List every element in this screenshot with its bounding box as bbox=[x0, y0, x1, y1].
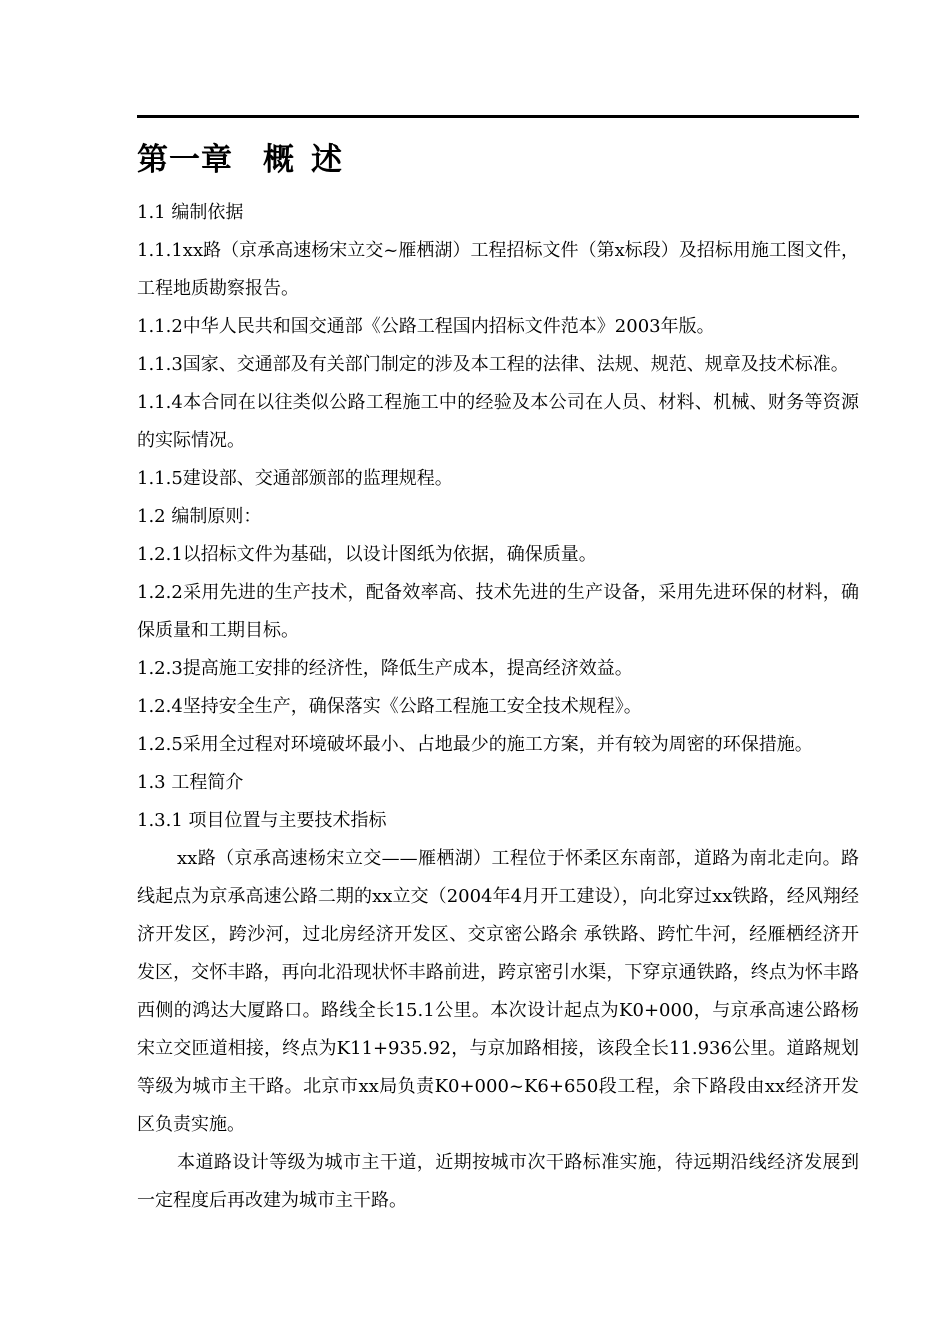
paragraph-1-1-2: 1.1.2中华人民共和国交通部《公路工程国内招标文件范本》2003年版。 bbox=[137, 316, 715, 337]
paragraph-1-2-3: 1.2.3提高施工安排的经济性，降低生产成本，提高经济效益。 bbox=[137, 658, 633, 679]
paragraph-1-2-5: 1.2.5采用全过程对环境破坏最小、占地最少的施工方案，并有较为周密的环保措施。 bbox=[137, 734, 813, 755]
section-heading-1-2: 1.2 编制原则： bbox=[137, 506, 262, 527]
paragraph-1-1-4: 1.1.4本合同在以往类似公路工程施工中的经验及本公司在人员、材料、机械、财务等资源的实际情况。 bbox=[137, 392, 859, 451]
paragraph-1-2-2: 1.2.2采用先进的生产技术，配备效率高、技术先进的生产设备，采用先进环保的材料，确保质量和工期目标。 bbox=[137, 582, 859, 641]
paragraph-1-1-1: 1.1.1xx路（京承高速杨宋立交~雁栖湖）工程招标文件（第x标段）及招标用施工图文件，工程地质勘察报告。 bbox=[137, 240, 859, 299]
document-body bbox=[137, 194, 859, 1220]
chapter-title-word-1: 概 bbox=[263, 142, 295, 178]
section-heading-1-1: 1.1 编制依据 bbox=[137, 202, 244, 223]
chapter-title bbox=[137, 140, 343, 180]
section-heading-1-3-1: 1.3.1 项目位置与主要技术指标 bbox=[137, 810, 387, 831]
chapter-title-word-2: 述 bbox=[311, 142, 343, 178]
header-rule bbox=[137, 115, 859, 118]
paragraph-1-1-3: 1.1.3国家、交通部及有关部门制定的涉及本工程的法律、法规、规范、规章及技术标准。 bbox=[137, 354, 849, 375]
paragraph-1-2-1: 1.2.1以招标文件为基础，以设计图纸为依据，确保质量。 bbox=[137, 544, 597, 565]
paragraph-1-2-4: 1.2.4坚持安全生产，确保落实《公路工程施工安全技术规程》。 bbox=[137, 696, 642, 717]
project-description-paragraph: xx路（京承高速杨宋立交——雁栖湖）工程位于怀柔区东南部，道路为南北走向。路线起点为京承高速公路二期的xx立交（2004年4月开工建设），向北穿过xx铁路，经风翔经济开发区，跨沙河，过北房经济开发区、交京密公路余 承铁路、跨忙牛河，经雁栖经济开发区，交怀丰路，再向北沿现状怀丰路前进，跨京密引水渠，下穿京通铁路，终点为怀丰路西侧的鸿达大厦路口。路线全长15.1公里。本次设计起点为K0+000，与京承高速公路杨宋立交匝道相接，终点为K11+935.92，与京加路相接，该段全长11.936公里。道路规划等级为城市主干路。北京市xx局负责K0+000~K6+650段工程，余下路段由xx经济开发区负责实施。 bbox=[137, 848, 859, 1135]
section-heading-1-3: 1.3 工程简介 bbox=[137, 772, 244, 793]
chapter-label: 第一章 bbox=[137, 142, 233, 178]
design-grade-paragraph: 本道路设计等级为城市主干道，近期按城市次干路标准实施，待远期沿线经济发展到一定程度后再改建为城市主干路。 bbox=[137, 1152, 859, 1211]
paragraph-1-1-5: 1.1.5建设部、交通部颁部的监理规程。 bbox=[137, 468, 453, 489]
